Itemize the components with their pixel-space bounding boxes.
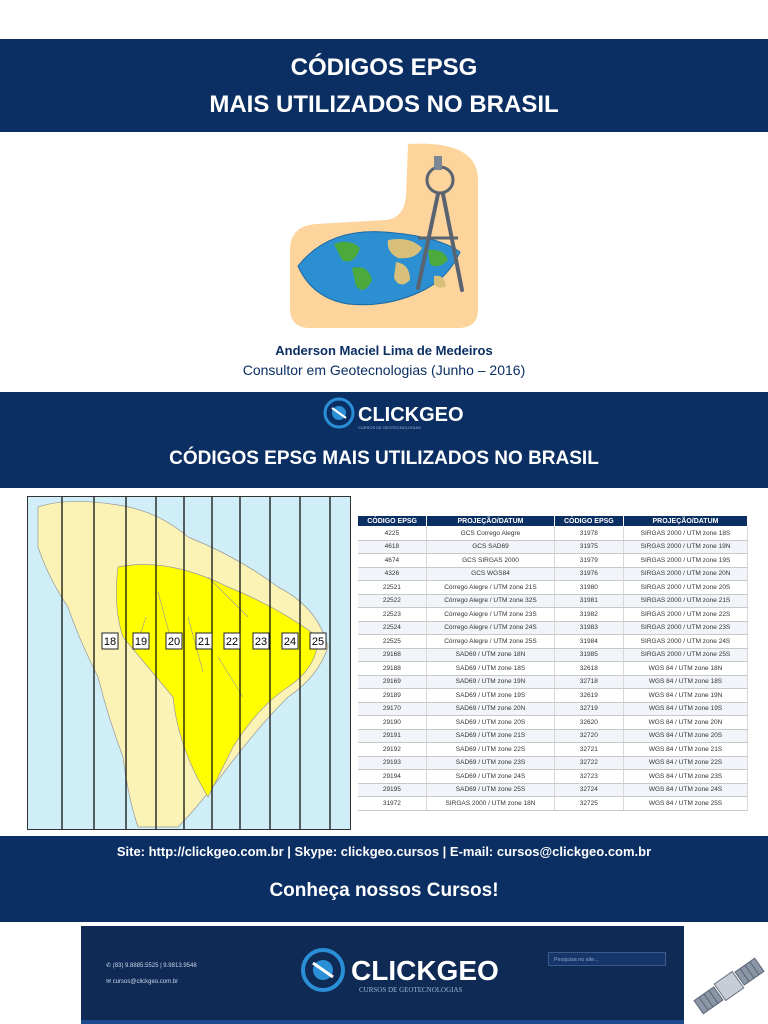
table-cell: Córrego Alegre / UTM zone 25S <box>427 635 554 649</box>
table-cell: 32722 <box>554 756 623 770</box>
table-row <box>358 702 748 716</box>
brand-name: CLICKGEO <box>351 955 499 986</box>
table-cell: Córrego Alegre / UTM zone 24S <box>427 621 554 635</box>
contact-banner <box>0 836 768 922</box>
brand-banner <box>0 392 768 488</box>
table-cell: 29190 <box>358 716 427 730</box>
table-row <box>358 770 748 784</box>
clickgeo-globe-icon <box>303 950 343 990</box>
contact-info: Site: http://clickgeo.com.br | Skype: clickgeo.cursos | E-mail: cursos@clickgeo.com.br <box>116 844 652 859</box>
table-cell: 22523 <box>358 608 427 622</box>
table-cell: SIRGAS 2000 / UTM zone 21S <box>623 594 747 608</box>
table-cell: SIRGAS 2000 / UTM zone 25S <box>623 648 747 662</box>
brand-tagline: CURSOS DE GEOTECNOLOGIAS <box>358 425 421 430</box>
utm-zone-label <box>253 633 269 649</box>
table-cell: GCS SAD69 <box>427 540 554 554</box>
table-cell: 31976 <box>554 567 623 581</box>
table-cell: 29195 <box>358 783 427 797</box>
table-row <box>358 648 748 662</box>
table-row <box>358 594 748 608</box>
table-cell: 32619 <box>554 689 623 703</box>
svg-text:23: 23 <box>254 636 268 648</box>
table-cell: 29189 <box>358 689 427 703</box>
table-cell: 31980 <box>554 581 623 595</box>
table-row <box>358 797 748 811</box>
svg-text:22: 22 <box>225 636 239 648</box>
table-cell: GCS Corrego Alegre <box>427 527 554 541</box>
table-cell: WGS 84 / UTM zone 22S <box>623 756 747 770</box>
table-cell: SAD69 / UTM zone 20S <box>427 716 554 730</box>
table-cell: SAD69 / UTM zone 24S <box>427 770 554 784</box>
table-cell: WGS 84 / UTM zone 20S <box>623 729 747 743</box>
clickgeo-globe-icon <box>325 399 353 427</box>
table-cell: 22524 <box>358 621 427 635</box>
table-row <box>358 567 748 581</box>
table-cell: 32721 <box>554 743 623 757</box>
table-row <box>358 527 748 541</box>
table-cell: 32718 <box>554 675 623 689</box>
preview-nav-strip <box>81 1020 684 1024</box>
table-cell: 29170 <box>358 702 427 716</box>
table-cell: 4674 <box>358 554 427 568</box>
table-cell: WGS 84 / UTM zone 18S <box>623 675 747 689</box>
table-cell: GCS SIRGAS 2000 <box>427 554 554 568</box>
table-cell: 22521 <box>358 581 427 595</box>
table-row <box>358 729 748 743</box>
table-header: CÓDIGO EPSG <box>358 516 427 527</box>
table-cell: 32724 <box>554 783 623 797</box>
utm-zones-map <box>27 496 351 830</box>
table-cell: SAD69 / UTM zone 25S <box>427 783 554 797</box>
table-cell: 22522 <box>358 594 427 608</box>
table-cell: 31984 <box>554 635 623 649</box>
table-cell: 31985 <box>554 648 623 662</box>
table-cell: SIRGAS 2000 / UTM zone 20S <box>623 581 747 595</box>
table-cell: 32620 <box>554 716 623 730</box>
table-cell: WGS 84 / UTM zone 24S <box>623 783 747 797</box>
table-cell: 31981 <box>554 594 623 608</box>
brand-tagline: CURSOS DE GEOTECNOLOGIAS <box>359 986 463 994</box>
table-row <box>358 675 748 689</box>
table-cell: WGS 84 / UTM zone 19N <box>623 689 747 703</box>
table-cell: 31972 <box>358 797 427 811</box>
table-header: PROJEÇÃO/DATUM <box>427 516 554 527</box>
table-cell: WGS 84 / UTM zone 19S <box>623 702 747 716</box>
table-cell: Córrego Alegre / UTM zone 21S <box>427 581 554 595</box>
preview-email: ✉ cursos@clickgeo.com.br <box>106 979 179 985</box>
table-header: PROJEÇÃO/DATUM <box>623 516 747 527</box>
table-cell: 4225 <box>358 527 427 541</box>
utm-zone-label <box>133 633 149 649</box>
table-row <box>358 621 748 635</box>
table-row <box>358 540 748 554</box>
satellite-icon <box>690 948 768 1024</box>
table-row <box>358 635 748 649</box>
table-row <box>358 743 748 757</box>
table-cell: SAD69 / UTM zone 21S <box>427 729 554 743</box>
page-title-line-1: CÓDIGOS EPSG <box>290 54 478 81</box>
svg-text:19: 19 <box>134 636 148 648</box>
table-cell: 29194 <box>358 770 427 784</box>
epsg-codes-table <box>357 515 748 811</box>
utm-zone-label <box>166 633 182 649</box>
table-row <box>358 783 748 797</box>
table-cell: SAD69 / UTM zone 22S <box>427 743 554 757</box>
table-cell: WGS 84 / UTM zone 20N <box>623 716 747 730</box>
table-cell: SIRGAS 2000 / UTM zone 18N <box>427 797 554 811</box>
table-cell: SAD69 / UTM zone 18S <box>427 662 554 676</box>
table-cell: SAD69 / UTM zone 20N <box>427 702 554 716</box>
utm-zone-label <box>224 633 240 649</box>
svg-text:24: 24 <box>283 636 297 648</box>
table-cell: 29168 <box>358 648 427 662</box>
table-cell: SAD69 / UTM zone 18N <box>427 648 554 662</box>
table-cell: 32719 <box>554 702 623 716</box>
phone-icon: ✆ <box>106 963 113 969</box>
author-role: Consultor em Geotecnologias (Junho – 2016) <box>242 362 526 378</box>
table-cell: WGS 84 / UTM zone 25S <box>623 797 747 811</box>
table-cell: Córrego Alegre / UTM zone 23S <box>427 608 554 622</box>
table-row <box>358 716 748 730</box>
brand-name: CLICKGEO <box>358 404 464 426</box>
table-cell: 29191 <box>358 729 427 743</box>
table-cell: 32723 <box>554 770 623 784</box>
table-cell: SIRGAS 2000 / UTM zone 24S <box>623 635 747 649</box>
table-cell: 32618 <box>554 662 623 676</box>
svg-text:25: 25 <box>311 636 325 648</box>
table-cell: SIRGAS 2000 / UTM zone 23S <box>623 621 747 635</box>
compass-over-world-map-icon <box>288 140 480 330</box>
table-cell: 22525 <box>358 635 427 649</box>
author-name: Anderson Maciel Lima de Medeiros <box>275 343 493 358</box>
website-preview <box>81 926 684 1024</box>
svg-text:21: 21 <box>197 636 211 648</box>
title-banner <box>0 39 768 132</box>
table-cell: SIRGAS 2000 / UTM zone 19S <box>623 554 747 568</box>
table-cell: SIRGAS 2000 / UTM zone 22S <box>623 608 747 622</box>
table-cell: WGS 84 / UTM zone 21S <box>623 743 747 757</box>
table-cell: 31983 <box>554 621 623 635</box>
table-cell: WGS 84 / UTM zone 23S <box>623 770 747 784</box>
envelope-icon: ✉ <box>106 979 113 985</box>
table-cell: SIRGAS 2000 / UTM zone 19N <box>623 540 747 554</box>
table-cell: 31979 <box>554 554 623 568</box>
utm-zone-label <box>310 633 326 649</box>
table-cell: SAD69 / UTM zone 19S <box>427 689 554 703</box>
table-cell: WGS 84 / UTM zone 18N <box>623 662 747 676</box>
table-row <box>358 554 748 568</box>
table-row <box>358 662 748 676</box>
svg-text:18: 18 <box>103 636 117 648</box>
page-title-line-2: MAIS UTILIZADOS NO BRASIL <box>209 91 559 118</box>
table-cell: SIRGAS 2000 / UTM zone 20N <box>623 567 747 581</box>
clickgeo-logo <box>322 396 464 432</box>
table-cell: SAD69 / UTM zone 19N <box>427 675 554 689</box>
table-cell: SAD69 / UTM zone 23S <box>427 756 554 770</box>
utm-zone-label <box>196 633 212 649</box>
table-row <box>358 689 748 703</box>
table-cell: 31975 <box>554 540 623 554</box>
utm-zone-label <box>282 633 298 649</box>
site-search-input[interactable]: Pesquisa no site... <box>548 952 666 966</box>
table-cell: 31982 <box>554 608 623 622</box>
svg-text:20: 20 <box>167 636 181 648</box>
preview-phone: ✆ (83) 9.8885.5525 | 9.9813.9548 <box>106 963 197 969</box>
clickgeo-logo-preview <box>299 946 499 998</box>
table-row <box>358 756 748 770</box>
table-cell: 4618 <box>358 540 427 554</box>
table-cell: GCS WGS84 <box>427 567 554 581</box>
table-cell: 32725 <box>554 797 623 811</box>
table-cell: 29188 <box>358 662 427 676</box>
section-title: CÓDIGOS EPSG MAIS UTILIZADOS NO BRASIL <box>169 448 599 469</box>
table-row <box>358 608 748 622</box>
table-cell: 4326 <box>358 567 427 581</box>
table-cell: 32720 <box>554 729 623 743</box>
table-cell: Córrego Alegre / UTM zone 32S <box>427 594 554 608</box>
table-cell: SIRGAS 2000 / UTM zone 18S <box>623 527 747 541</box>
table-cell: 29169 <box>358 675 427 689</box>
courses-cta: Conheça nossos Cursos! <box>269 880 499 901</box>
table-header: CÓDIGO EPSG <box>554 516 623 527</box>
table-cell: 29192 <box>358 743 427 757</box>
table-cell: 31978 <box>554 527 623 541</box>
table-row <box>358 581 748 595</box>
table-cell: 29193 <box>358 756 427 770</box>
utm-zone-label <box>102 633 118 649</box>
